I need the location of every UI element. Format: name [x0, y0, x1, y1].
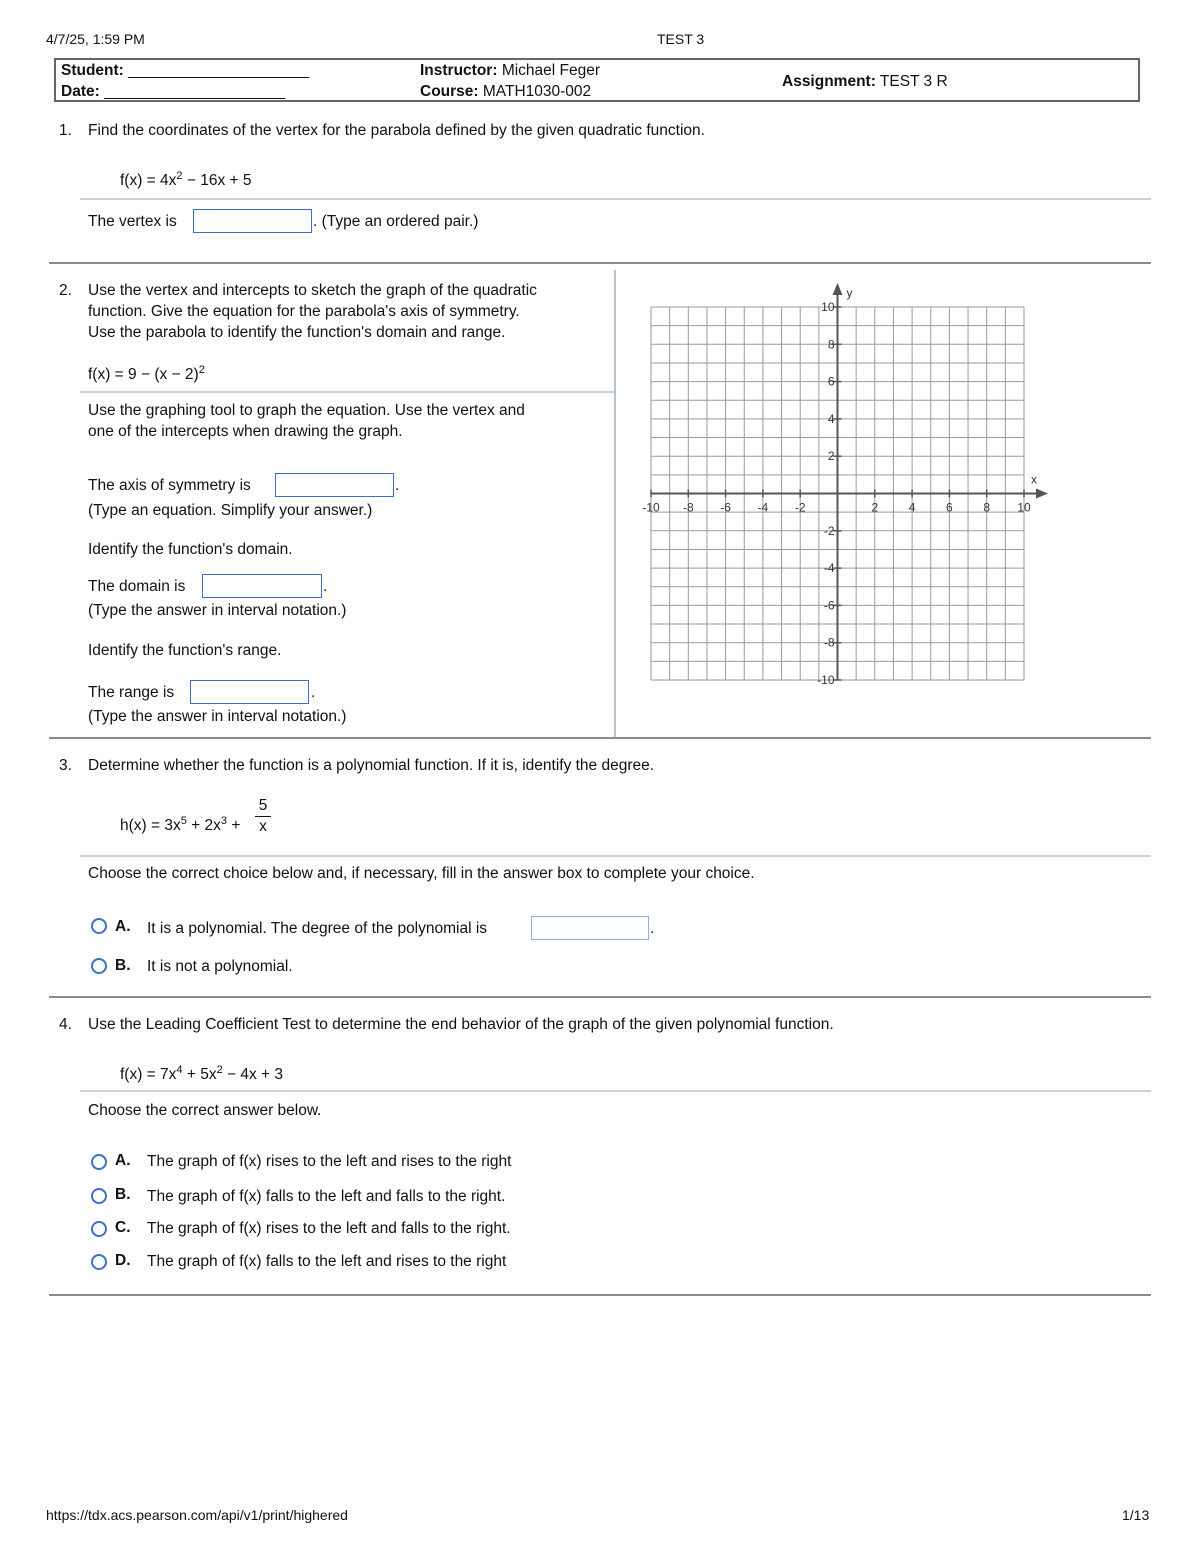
graphing-tool-instruction: Use the graphing tool to graph the equation. Use the vertex and: [88, 402, 525, 419]
divider: [80, 198, 1151, 200]
fraction-numerator: 5: [258, 797, 268, 814]
choice-b-letter: B.: [115, 957, 131, 974]
period: .: [395, 477, 400, 494]
assignment-label: Assignment:: [782, 73, 876, 90]
function-part: + 5x: [182, 1066, 217, 1083]
question-1-function: [120, 166, 252, 191]
date-blank: _____________________: [104, 83, 286, 100]
y-tick-label: 2: [827, 449, 835, 464]
range-hint: (Type the answer in interval notation.): [88, 708, 347, 725]
question-2-prompt-line: Use the vertex and intercepts to sketch the graph of the quadratic: [88, 282, 537, 299]
question-3-number: 3.: [59, 757, 72, 774]
y-axis-arrow: [833, 283, 843, 295]
choice-c-text: The graph of f(x) rises to the left and falls to the right.: [147, 1220, 511, 1237]
y-axis-label: y: [846, 286, 853, 300]
x-tick-label: -10: [642, 500, 660, 515]
range-label: The range is: [88, 684, 175, 701]
choice-d-letter: D.: [115, 1252, 131, 1269]
vertex-answer-input[interactable]: [193, 209, 312, 233]
choice-c-radio[interactable]: [91, 1221, 107, 1237]
student-label: Student:: [61, 62, 124, 79]
divider: [80, 391, 615, 393]
function-part: − 4x + 3: [222, 1066, 284, 1083]
choice-b-text: It is not a polynomial.: [147, 958, 293, 975]
y-tick-label: 8: [827, 337, 835, 352]
function-part: − 16x + 5: [182, 172, 252, 189]
exponent: 3: [220, 815, 228, 827]
choice-d-text: The graph of f(x) falls to the left and rises to the right: [147, 1253, 507, 1270]
period: .: [650, 920, 655, 937]
domain-prompt: Identify the function's domain.: [88, 541, 293, 558]
choice-b-letter: B.: [115, 1186, 131, 1203]
range-prompt: Identify the function's range.: [88, 642, 282, 659]
question-divider: [49, 1294, 1151, 1296]
function-part: +: [227, 817, 241, 834]
question-divider: [49, 996, 1151, 998]
choice-a-radio[interactable]: [91, 918, 107, 934]
domain-input[interactable]: [202, 574, 322, 598]
question-2-function: [88, 360, 205, 385]
page-title: TEST 3: [657, 31, 705, 47]
degree-input[interactable]: [531, 916, 649, 940]
question-4-instruction: Choose the correct answer below.: [88, 1102, 322, 1119]
y-tick-label: -4: [823, 561, 835, 576]
course-value: MATH1030-002: [482, 83, 592, 100]
choice-b-text: The graph of f(x) falls to the left and falls to the right.: [147, 1188, 506, 1205]
exponent: 4: [176, 1064, 183, 1076]
student-blank: _____________________: [128, 62, 310, 79]
divider: [80, 855, 1151, 857]
exponent: 5: [180, 815, 187, 827]
fraction: [255, 797, 271, 836]
y-tick-label: 10: [821, 300, 835, 314]
question-4-function: [120, 1060, 283, 1085]
y-tick-label: -6: [823, 598, 835, 613]
vertex-label: The vertex is: [88, 213, 177, 230]
course-row: [420, 83, 591, 101]
x-tick-label: -2: [794, 500, 806, 515]
question-divider: [49, 737, 1151, 739]
choice-a-letter: A.: [115, 1152, 131, 1169]
x-tick-label: 2: [871, 500, 879, 515]
choice-b-radio[interactable]: [91, 958, 107, 974]
x-tick-label: 4: [908, 500, 916, 515]
page-number: 1/13: [1122, 1507, 1150, 1523]
question-4-prompt: Use the Leading Coefficient Test to determine the end behavior of the graph of the given polynomial function.: [88, 1016, 834, 1033]
exponent: 2: [176, 170, 183, 182]
axis-of-symmetry-hint: (Type an equation. Simplify your answer.): [88, 502, 373, 519]
x-tick-label: -4: [757, 500, 769, 515]
footer-url: https://tdx.acs.pearson.com/api/v1/print/highered: [46, 1507, 348, 1523]
period: .: [311, 684, 316, 701]
function-part: f(x) = 7x: [120, 1066, 177, 1083]
course-label: Course:: [420, 83, 479, 100]
y-tick-label: 4: [827, 411, 835, 426]
x-tick-label: 8: [983, 500, 991, 515]
x-tick-label: -8: [682, 500, 694, 515]
question-2-prompt-line: Use the parabola to identify the function's domain and range.: [88, 324, 506, 341]
exponent: 2: [216, 1064, 223, 1076]
question-3-function: [120, 811, 240, 836]
vertex-hint: . (Type an ordered pair.): [313, 213, 479, 230]
choice-a-radio[interactable]: [91, 1154, 107, 1170]
x-tick-label: 6: [946, 500, 953, 515]
coordinate-grid[interactable]: [630, 280, 1060, 695]
question-2-prompt-line: function. Give the equation for the parabola's axis of symmetry.: [88, 303, 520, 320]
student-row: [61, 62, 309, 80]
choice-d-radio[interactable]: [91, 1254, 107, 1270]
question-1-prompt: Find the coordinates of the vertex for the parabola defined by the given quadratic function.: [88, 122, 705, 139]
y-tick-label: -10: [817, 673, 835, 687]
assignment-value: TEST 3 R: [879, 73, 948, 90]
question-3-prompt: Determine whether the function is a polynomial function. If it is, identify the degree.: [88, 757, 655, 774]
domain-label: The domain is: [88, 578, 186, 595]
choice-b-radio[interactable]: [91, 1188, 107, 1204]
print-datetime: 4/7/25, 1:59 PM: [46, 31, 145, 47]
x-tick-label: 10: [1017, 500, 1031, 515]
function-part: f(x) = 4x: [120, 172, 177, 189]
axis-of-symmetry-label: The axis of symmetry is: [88, 477, 251, 494]
function-part: f(x) = 9 − (x − 2): [88, 366, 199, 383]
x-tick-label: -6: [720, 500, 731, 515]
y-tick-label: -2: [823, 523, 835, 538]
instructor-value: Michael Feger: [501, 62, 601, 79]
axes: [651, 283, 1048, 680]
divider: [80, 1090, 1151, 1092]
choice-a-text: The graph of f(x) rises to the left and rises to the right: [147, 1153, 512, 1170]
question-2-number: 2.: [59, 282, 72, 299]
assignment-row: [782, 73, 948, 91]
date-row: [61, 83, 285, 101]
function-part: h(x) = 3x: [120, 817, 181, 834]
domain-hint: (Type the answer in interval notation.): [88, 602, 347, 619]
fraction-denominator: x: [259, 818, 267, 835]
instructor-row: [420, 62, 600, 80]
tick-labels: [642, 286, 1037, 687]
graphing-tool-instruction: one of the intercepts when drawing the graph.: [88, 423, 403, 440]
question-divider: [49, 262, 1151, 264]
x-axis-arrow: [1036, 489, 1048, 499]
choice-a-text: It is a polynomial. The degree of the polynomial is: [147, 920, 488, 937]
date-label: Date:: [61, 83, 100, 100]
assignment-info-box: [54, 58, 1140, 102]
axis-of-symmetry-input[interactable]: [275, 473, 394, 497]
fraction-bar: [255, 816, 271, 817]
question-4-number: 4.: [59, 1016, 72, 1033]
y-tick-label: 6: [827, 374, 835, 389]
period: .: [323, 578, 328, 595]
column-divider: [614, 270, 616, 737]
question-1-number: 1.: [59, 122, 72, 139]
function-part: + 2x: [186, 817, 221, 834]
exponent: 2: [198, 364, 205, 376]
x-axis-label: x: [1031, 472, 1037, 487]
choice-c-letter: C.: [115, 1219, 131, 1236]
instructor-label: Instructor:: [420, 62, 498, 79]
y-tick-label: -8: [823, 635, 835, 650]
choice-a-letter: A.: [115, 918, 131, 935]
range-input[interactable]: [190, 680, 309, 704]
question-3-instruction: Choose the correct choice below and, if necessary, fill in the answer box to complete your choice.: [88, 865, 755, 882]
